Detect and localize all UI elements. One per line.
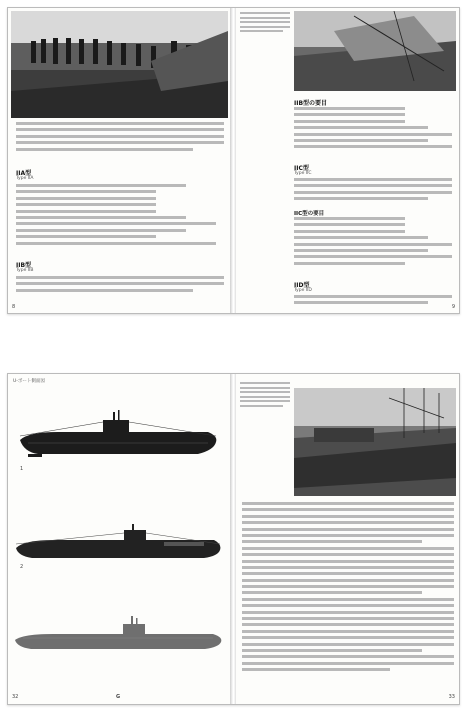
harbor-graphic (294, 388, 456, 496)
bottom-spread (7, 373, 460, 705)
page-number-left-top: 8 (12, 304, 16, 310)
crew-deck-photo (11, 11, 228, 118)
profiles-header: U-ボート側面図 (13, 379, 45, 384)
page-number-left-bottom: 32 (12, 694, 19, 700)
page-number-right-bottom: 33 (448, 694, 455, 700)
harbor-submarine-photo (294, 388, 456, 496)
top-right-page (236, 8, 459, 313)
history-text-block (242, 502, 454, 692)
type-iic-spec-list (294, 217, 452, 277)
type-iid-heading: IID型 (294, 282, 310, 289)
intro-paragraph (16, 122, 224, 162)
submarine-bow-photo (294, 11, 456, 91)
type-iic-spec-heading: IIC型の要目 (294, 211, 325, 217)
top-left-page (8, 8, 231, 313)
photo-caption-bottom (240, 382, 290, 462)
type-iib-heading: IIB型 (16, 262, 32, 269)
page-number-right-top: 9 (451, 304, 455, 310)
photo-caption-top (240, 12, 290, 72)
type-iia-heading: IIA型 (16, 170, 32, 177)
submarine-profile-1 (18, 410, 218, 460)
submarine-profile-2 (14, 524, 224, 564)
type-iib-spec-list (294, 107, 452, 157)
type-iib-spec-heading: IIB型の要目 (294, 100, 328, 107)
type-iic-subheading: Type IIC (294, 171, 312, 176)
type-iid-paragraph (294, 295, 452, 309)
bottom-left-page (8, 374, 231, 704)
type-iia-specs (16, 184, 216, 256)
type-iib-subheading: Type IIB (16, 268, 34, 273)
submarine-profile-3 (13, 614, 225, 654)
crew-figures-graphic (11, 11, 228, 118)
footer-mark: G (116, 694, 121, 700)
type-iic-heading: IIC型 (294, 165, 309, 172)
bottom-right-page (236, 374, 459, 704)
type-iib-paragraph (16, 276, 224, 300)
type-iid-subheading: Type IID (294, 288, 312, 293)
bow-graphic (294, 11, 456, 91)
type-iic-paragraph (294, 178, 452, 206)
fig-label-2: 2 (20, 564, 24, 570)
fig-label-1: 1 (20, 466, 24, 472)
top-spread (7, 7, 460, 314)
type-iia-subheading: Type IIA (16, 176, 34, 181)
